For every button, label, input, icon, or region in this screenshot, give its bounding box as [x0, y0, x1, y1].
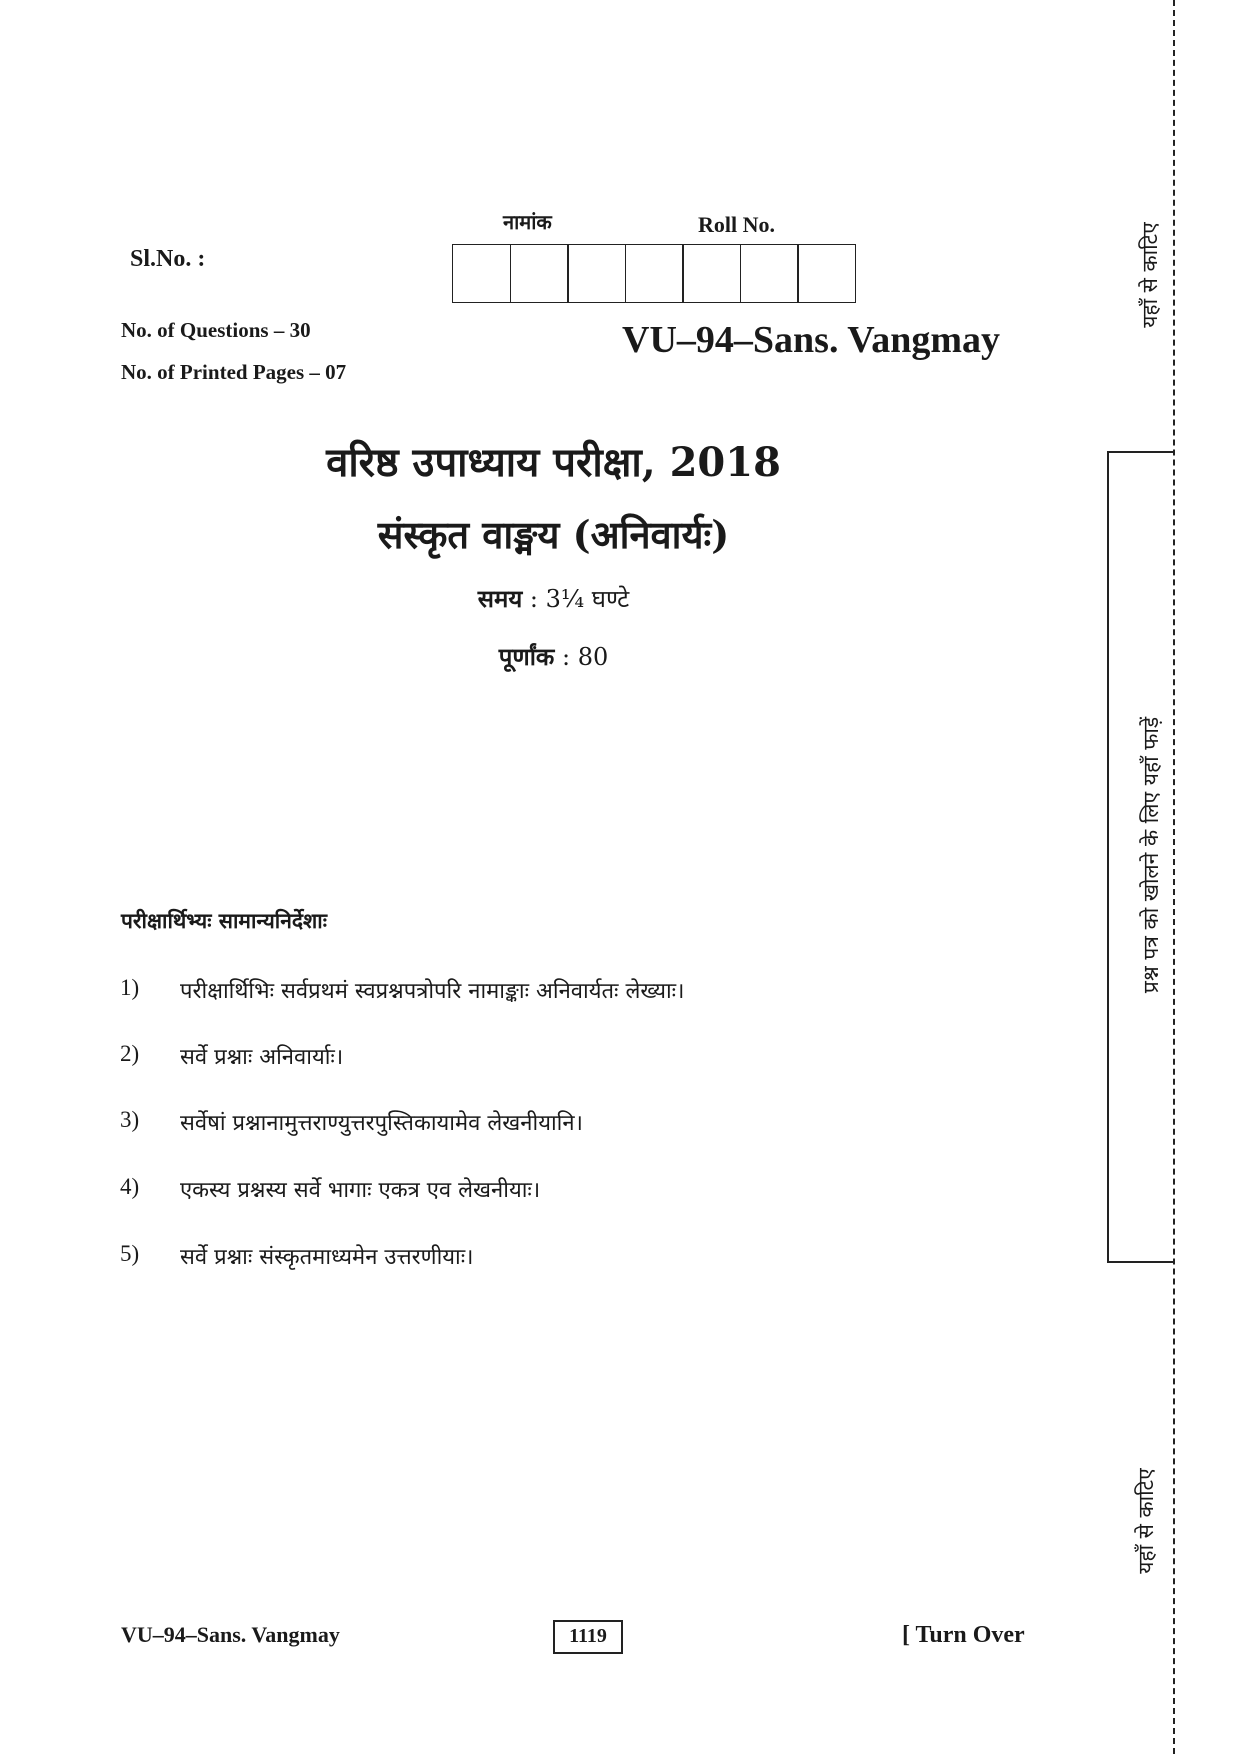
instruction-number: 1): [120, 975, 140, 1000]
questions-count: No. of Questions – 30: [121, 318, 311, 342]
marks-line: [0, 640, 1107, 673]
instruction-text: सर्वे प्रश्नाः अनिवार्याः।: [180, 1045, 344, 1070]
instruction-number: 5): [120, 1241, 140, 1266]
instruction-number: 3): [120, 1107, 140, 1132]
instruction-item: [120, 975, 684, 1005]
roll-digit-box[interactable]: [740, 244, 799, 303]
cut-line: [1173, 0, 1175, 1754]
roll-digit-box[interactable]: [682, 244, 741, 303]
sl-no-label: Sl.No. :: [130, 246, 206, 272]
turn-over: [ Turn Over: [902, 1622, 1025, 1648]
printed-pages: No. of Printed Pages – 07: [121, 360, 347, 384]
roll-digit-box[interactable]: [625, 244, 684, 303]
instruction-item: [120, 1174, 540, 1204]
marks-label: पूर्णांक: [498, 642, 555, 671]
roll-no-label: Roll No.: [698, 212, 775, 237]
tear-here-label: प्रश्न पत्र को खोलने के लिए यहाँ फाड़ें: [1139, 716, 1163, 994]
page-number: 1119: [553, 1620, 623, 1654]
footer-code: VU–94–Sans. Vangmay: [121, 1622, 340, 1647]
roll-digit-box[interactable]: [510, 244, 569, 303]
instruction-item: [120, 1241, 474, 1271]
marks-value: : 80: [562, 643, 609, 671]
instruction-number: 4): [120, 1174, 140, 1199]
time-line: [0, 582, 1107, 615]
subject-title: संस्कृत वाङ्मय (अनिवार्यः): [377, 512, 730, 557]
instructions-heading: परीक्षार्थिभ्यः सामान्यनिर्देशाः: [121, 908, 327, 933]
instruction-text: सर्वे प्रश्नाः संस्कृतमाध्यमेन उत्तरणीयाः।: [180, 1245, 474, 1270]
roll-digit-box[interactable]: [452, 244, 511, 303]
time-label: समय: [477, 584, 523, 613]
paper-code: VU–94–Sans. Vangmay: [622, 319, 1000, 361]
roll-number-boxes: [452, 244, 856, 303]
instruction-text: सर्वेषां प्रश्नानामुत्तराण्युत्तरपुस्तिकायामेव लेखनीयानि।: [180, 1111, 583, 1136]
cut-here-top-label: यहाँ से काटिए: [1138, 222, 1162, 328]
instruction-text: एकस्य प्रश्नस्य सर्वे भागाः एकत्र एव लेखनीयाः।: [180, 1178, 541, 1203]
exam-title: वरिष्ठ उपाध्याय परीक्षा, 2018: [326, 439, 781, 486]
time-value: : 3¼ घण्टे: [529, 585, 630, 613]
roll-digit-box[interactable]: [797, 244, 856, 303]
instruction-number: 2): [120, 1041, 140, 1066]
instruction-item: [120, 1107, 583, 1137]
instruction-item: [120, 1041, 343, 1071]
namank-label: नामांक: [503, 210, 552, 234]
roll-digit-box[interactable]: [567, 244, 626, 303]
instruction-text: परीक्षार्थिभिः सर्वप्रथमं स्वप्रश्नपत्रोपरि नामाङ्काः अनिवार्यतः लेख्याः।: [180, 979, 685, 1004]
cut-here-bottom-label: यहाँ से काटिए: [1134, 1468, 1158, 1574]
